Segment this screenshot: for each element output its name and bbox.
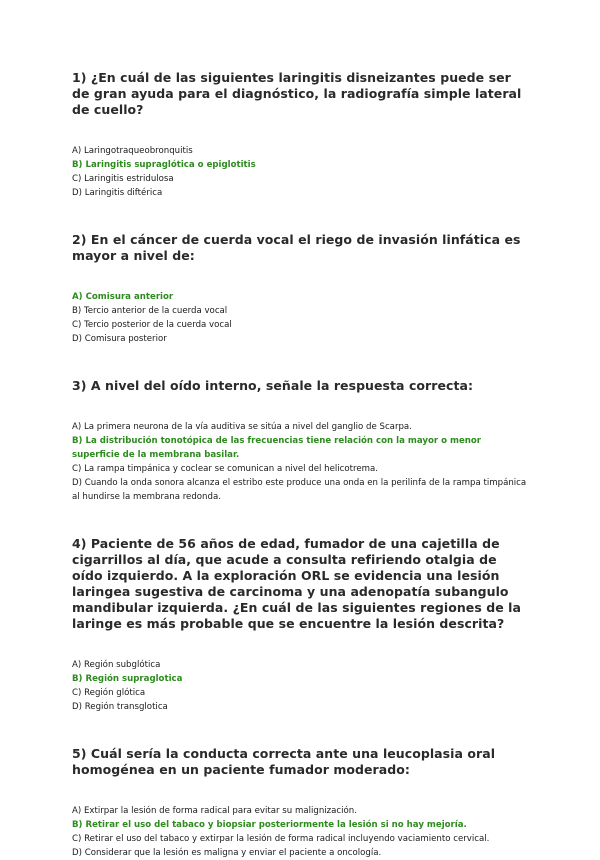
option-letter: C)	[72, 464, 82, 474]
question-5-title: 5) Cuál sería la conducta correcta ante una leucoplasia oral homogénea en un paciente fumador moderado:	[72, 746, 496, 777]
option-c	[72, 462, 530, 476]
option-letter: C)	[72, 174, 82, 184]
option-text: Región supraglotica	[85, 674, 183, 684]
option-letter: A)	[72, 292, 83, 302]
question-2-title: 2) En el cáncer de cuerda vocal el riego de invasión linfática es mayor a nivel de:	[72, 232, 521, 263]
option-letter: B)	[72, 160, 83, 170]
option-letter: A)	[72, 660, 82, 670]
option-text: Laringitis estridulosa	[84, 174, 174, 184]
spacer	[72, 346, 530, 378]
option-text: La rampa timpánica y coclear se comunican a nivel del helicotrema.	[84, 464, 378, 474]
option-a	[72, 804, 530, 818]
option-letter: D)	[72, 702, 82, 712]
question-1	[72, 70, 530, 200]
option-letter: D)	[72, 478, 82, 488]
option-letter: C)	[72, 834, 82, 844]
option-d	[72, 332, 530, 346]
question-2-options	[72, 290, 530, 346]
option-letter: A)	[72, 146, 82, 156]
option-letter: C)	[72, 688, 82, 698]
option-c	[72, 318, 530, 332]
spacer	[72, 714, 530, 746]
option-letter: D)	[72, 188, 82, 198]
option-text: Comisura posterior	[84, 334, 167, 344]
option-d	[72, 476, 530, 504]
option-text: Laringotraqueobronquitis	[83, 146, 193, 156]
option-text: La primera neurona de la vía auditiva se sitúa a nivel del ganglio de Scarpa.	[83, 422, 412, 432]
option-text: Región subglótica	[83, 660, 161, 670]
question-1-options	[72, 144, 530, 200]
option-text: Tercio posterior de la cuerda vocal	[84, 320, 232, 330]
option-a	[72, 144, 530, 158]
option-c	[72, 172, 530, 186]
option-b-correct	[72, 818, 530, 832]
option-a	[72, 420, 530, 434]
question-1-title: 1) ¿En cuál de las siguientes laringitis disneizantes puede ser de gran ayuda para el diagnóstico, la radiografía simple lateral de cuello?	[72, 70, 522, 117]
option-text: Considerar que la lesión es maligna y enviar el paciente a oncología.	[84, 848, 382, 858]
option-text: Laringitis supraglótica o epiglotitis	[85, 160, 256, 170]
option-letter: C)	[72, 320, 82, 330]
option-c	[72, 832, 530, 846]
option-text: Retirar el uso del tabaco y biopsiar posteriormente la lesión si no hay mejoría.	[85, 820, 467, 830]
option-d	[72, 700, 530, 714]
option-letter: D)	[72, 334, 82, 344]
option-d	[72, 186, 530, 200]
option-letter: A)	[72, 422, 82, 432]
question-4	[72, 536, 530, 714]
question-3-options	[72, 420, 530, 504]
question-5	[72, 746, 530, 860]
option-d	[72, 846, 530, 860]
option-b-correct	[72, 434, 530, 462]
question-3	[72, 378, 530, 504]
question-2	[72, 232, 530, 346]
option-b-correct	[72, 672, 530, 686]
question-5-options	[72, 804, 530, 860]
option-text: La distribución tonotópica de las frecuencias tiene relación con la mayor o menor superficie de la membrana basilar.	[72, 436, 482, 460]
option-b	[72, 304, 530, 318]
option-letter: B)	[72, 436, 83, 446]
option-text: Laringitis diftérica	[84, 188, 163, 198]
option-text: Región transglotica	[84, 702, 168, 712]
option-letter: B)	[72, 820, 83, 830]
option-text: Comisura anterior	[85, 292, 174, 302]
option-a	[72, 658, 530, 672]
spacer	[72, 200, 530, 232]
option-letter: A)	[72, 806, 82, 816]
option-letter: B)	[72, 306, 82, 316]
option-text: Cuando la onda sonora alcanza el estribo este produce una onda en la perilinfa de la rampa timpánica al hundirse la membrana redonda.	[72, 478, 527, 502]
question-4-options	[72, 658, 530, 714]
option-text: Tercio anterior de la cuerda vocal	[83, 306, 228, 316]
option-text: Extirpar la lesión de forma radical para evitar su malignización.	[83, 806, 357, 816]
spacer	[72, 504, 530, 536]
option-letter: B)	[72, 674, 83, 684]
question-4-title: 4) Paciente de 56 años de edad, fumador de una cajetilla de cigarrillos al día, que acude a consulta refiriendo otalgia de oído izquierdo. A la exploración ORL se evidencia una lesión laringea sugestiva de carcinoma y una adenopatía subangulo mandibular izquierda. ¿En cuál de las siguientes regiones de la laringe es más probable que se encuentre la lesión descrita?	[72, 536, 521, 631]
option-b-correct	[72, 158, 530, 172]
option-text: Retirar el uso del tabaco y extirpar la lesión de forma radical incluyendo vaciamiento cervical.	[84, 834, 490, 844]
option-c	[72, 686, 530, 700]
option-letter: D)	[72, 848, 82, 858]
option-a-correct	[72, 290, 530, 304]
option-text: Región glótica	[84, 688, 146, 698]
question-3-title: 3) A nivel del oído interno, señale la respuesta correcta:	[72, 378, 474, 393]
